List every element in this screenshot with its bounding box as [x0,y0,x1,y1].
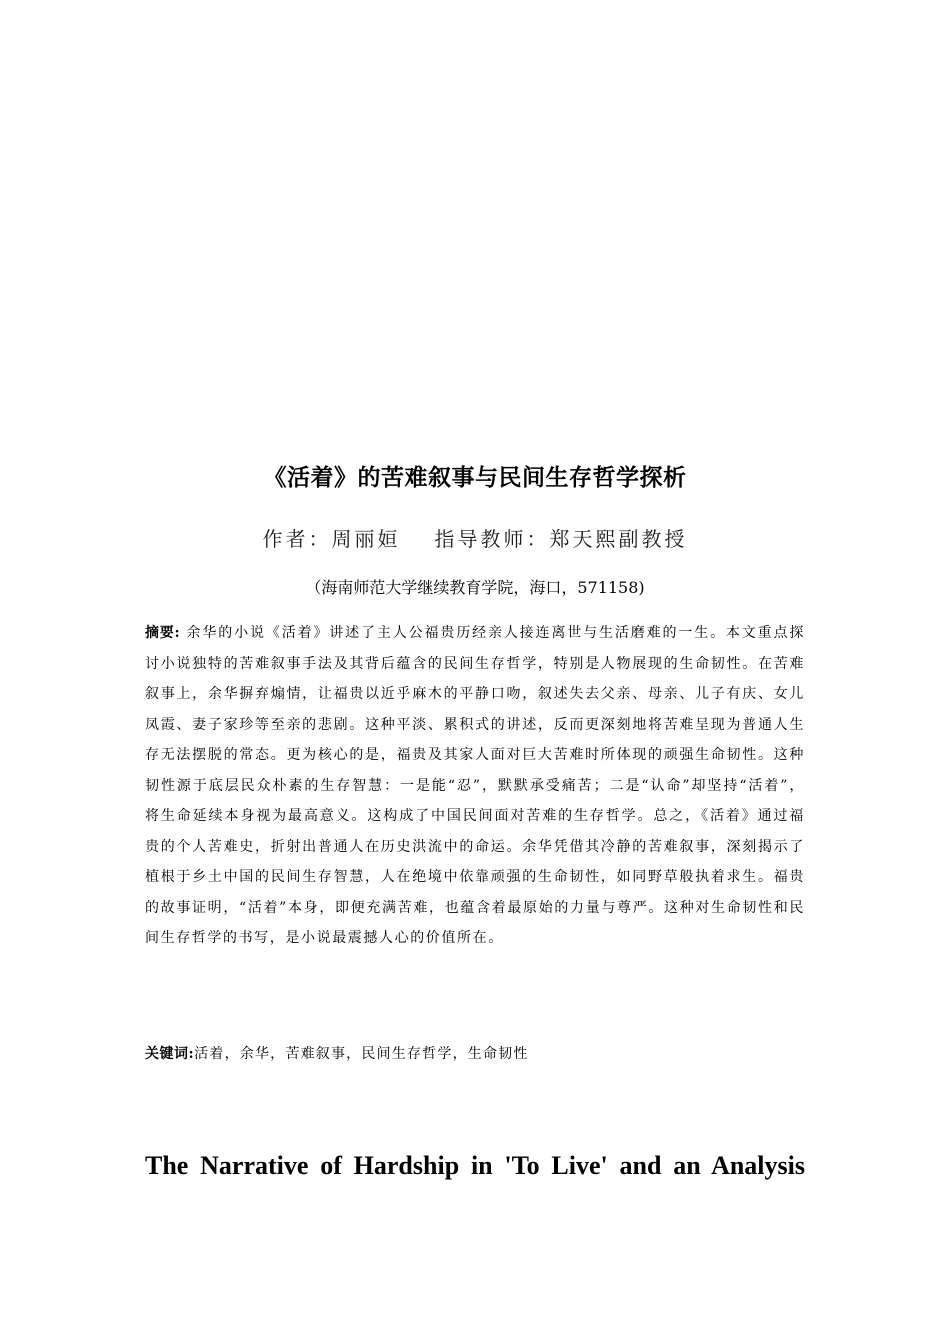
english-title: The Narrative of Hardship in 'To Live' and an Analysis [145,1151,805,1180]
author-label: 作者： [262,527,332,551]
author-line [0,524,950,554]
advisor-label: 指导教师： [434,527,550,551]
keywords-label: 关键词: [145,1046,195,1062]
advisor-name: 郑天熙副教授 [549,527,688,551]
affiliation: （海南师范大学继续教育学院，海口，571158) [305,578,645,597]
keywords [145,1039,805,1069]
abstract-label: 摘要: [145,625,181,641]
author-name: 周丽姮 [331,527,401,551]
abstract [145,618,805,954]
paper-title: 《活着》的苦难叙事与民间生存哲学探析 [263,464,687,491]
keywords-text: 活着，余华，苦难叙事，民间生存哲学，生命韧性 [194,1046,529,1062]
abstract-text: 余华的小说《活着》讲述了主人公福贵历经亲人接连离世与生活磨难的一生。本文重点探讨小说独特的苦难叙事手法及其背后蕴含的民间生存哲学，特别是人物展现的生命韧性。在苦难叙事上，余华摒弃煽情，让福贵以近乎麻木的平静口吻，叙述失去父亲、母亲、儿子有庆、女儿凤霞、妻子家珍等至亲的悲剧。这种平淡、累积式的讲述，反而更深刻地将苦难呈现为普通人生存无法摆脱的常态。更为核心的是，福贵及其家人面对巨大苦难时所体现的顽强生命韧性。这种韧性源于底层民众朴素的生存智慧：一是能“忍”，默默承受痛苦；二是“认命”却坚持“活着”，将生命延续本身视为最高意义。这构成了中国民间面对苦难的生存哲学。总之，《活着》通过福贵的个人苦难史，折射出普通人在历史洪流中的命运。余华凭借其冷静的苦难叙事，深刻揭示了植根于乡土中国的民间生存智慧，人在绝境中依靠顽强的生命韧性，如同野草般执着求生。福贵的故事证明，“活着”本身，即便充满苦难，也蕴含着最原始的力量与尊严。这种对生命韧性和民间生存哲学的书写，是小说最震撼人心的价值所在。 [145,625,805,946]
